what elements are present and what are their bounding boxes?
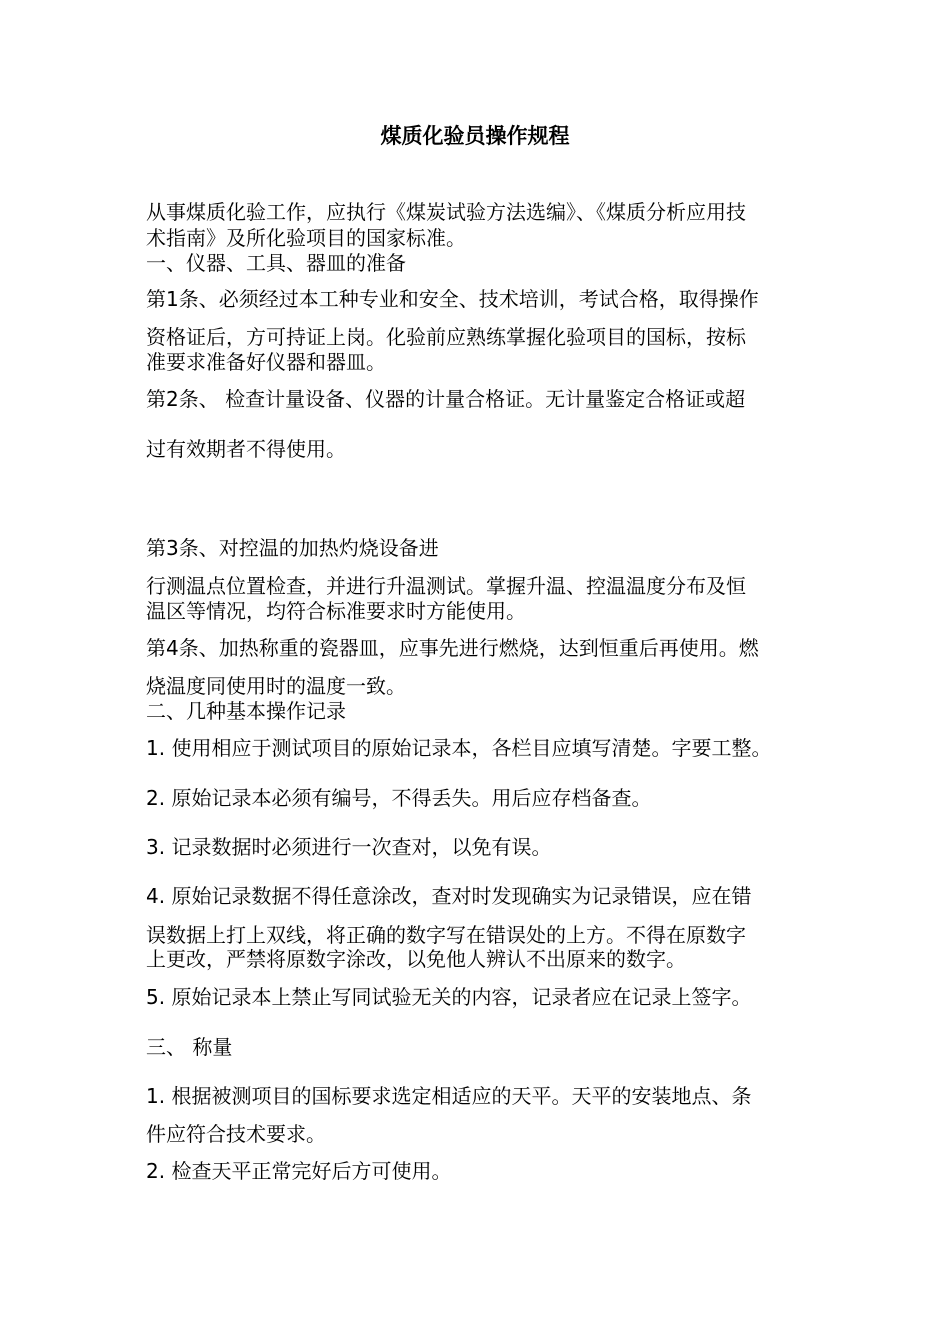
text-line: 温区等情况，均符合标准要求时方能使用。 xyxy=(146,599,526,623)
list-item: 4. 原始记录数据不得任意涂改，查对时发现确实为记录错误，应在错 xyxy=(146,884,752,908)
section-heading-3: 三、 称量 xyxy=(146,1035,233,1059)
text-line: 第1条、必须经过本工种专业和安全、技术培训，考试合格，取得操作 xyxy=(146,287,759,311)
text-line: 件应符合技术要求。 xyxy=(146,1122,326,1146)
text-line: 过有效期者不得使用。 xyxy=(146,437,346,461)
text-line: 术指南》及所化验项目的国家标准。 xyxy=(146,226,466,250)
list-item: 3. 记录数据时必须进行一次查对，以免有误。 xyxy=(146,835,552,859)
list-item: 1. 使用相应于测试项目的原始记录本，各栏目应填写清楚。字要工整。 xyxy=(146,736,772,760)
list-item: 5. 原始记录本上禁止写同试验无关的内容，记录者应在记录上签字。 xyxy=(146,985,752,1009)
text-line: 上更改，严禁将原数字涂改，以免他人辨认不出原来的数字。 xyxy=(146,947,686,971)
text-line: 从事煤质化验工作，应执行《煤炭试验方法选编》、《煤质分析应用技 xyxy=(146,200,746,224)
text-line: 第4条、加热称重的瓷器皿，应事先进行燃烧，达到恒重后再使用。燃 xyxy=(146,636,759,660)
section-heading-2: 二、几种基本操作记录 xyxy=(146,699,346,723)
list-item: 2. 原始记录本必须有编号，不得丢失。用后应存档备查。 xyxy=(146,786,652,810)
text-line: 第3条、对控温的加热灼烧设备进 xyxy=(146,536,439,560)
list-item: 2. 检查天平正常完好后方可使用。 xyxy=(146,1159,452,1183)
text-line: 误数据上打上双线，将正确的数字写在错误处的上方。不得在原数字 xyxy=(146,923,746,947)
list-item: 1. 根据被测项目的国标要求选定相适应的天平。天平的安装地点、条 xyxy=(146,1084,752,1108)
document-title: 煤质化验员操作规程 xyxy=(380,124,570,148)
text-line: 第2条、 检查计量设备、仪器的计量合格证。无计量鉴定合格证或超 xyxy=(146,387,746,411)
text-line: 资格证后，方可持证上岗。化验前应熟练掌握化验项目的国标，按标 xyxy=(146,325,746,349)
section-heading-1: 一、仪器、工具、器皿的准备 xyxy=(146,251,406,275)
text-line: 准要求准备好仪器和器皿。 xyxy=(146,350,386,374)
text-line: 烧温度同使用时的温度一致。 xyxy=(146,674,406,698)
text-line: 行测温点位置检查，并进行升温测试。掌握升温、控温温度分布及恒 xyxy=(146,574,746,598)
